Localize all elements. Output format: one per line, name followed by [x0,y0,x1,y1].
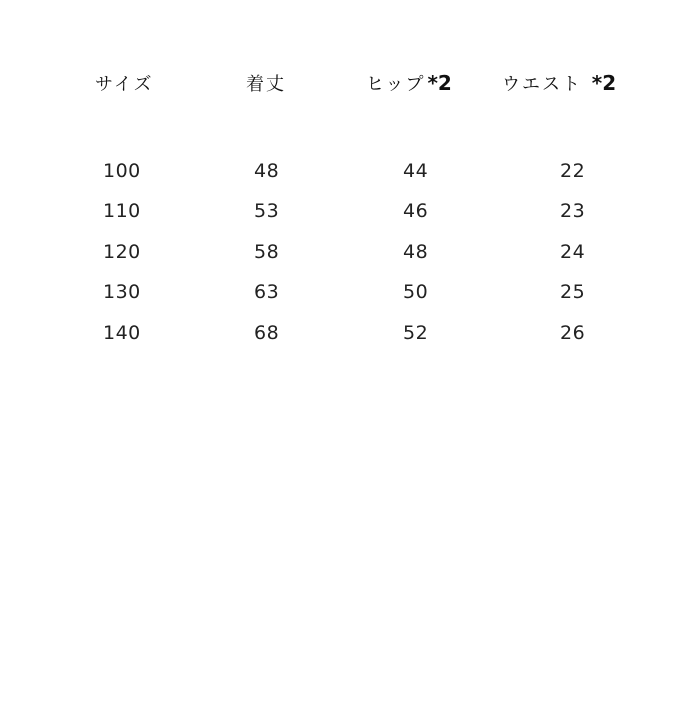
cell-hip: 48 [403,241,429,263]
cell-length: 48 [254,160,280,182]
cell-length: 53 [254,200,280,222]
header-waist-mark: *2 [591,71,617,95]
cell-waist: 25 [560,281,586,303]
header-waist-label: ウエスト [502,74,582,95]
cell-waist: 24 [560,241,586,263]
cell-waist: 26 [560,322,586,344]
cell-size: 120 [103,241,141,263]
header-hip [366,70,452,96]
table-row [0,160,700,190]
cell-hip: 50 [403,281,429,303]
cell-size: 130 [103,281,141,303]
cell-waist: 23 [560,200,586,222]
table-row [0,322,700,352]
header-hip-mark: *2 [427,71,452,95]
header-hip-label: ヒップ [366,74,426,95]
cell-size: 140 [103,322,141,344]
table-row [0,200,700,230]
header-length: 着丈 [246,74,286,95]
cell-size: 100 [103,160,141,182]
cell-hip: 46 [403,200,429,222]
table-row [0,241,700,271]
header-size: サイズ [95,74,154,95]
cell-length: 63 [254,281,280,303]
header-waist [502,70,616,96]
cell-hip: 52 [403,322,429,344]
cell-length: 68 [254,322,280,344]
table-row [0,281,700,311]
cell-length: 58 [254,241,280,263]
cell-hip: 44 [403,160,429,182]
cell-size: 110 [103,200,141,222]
cell-waist: 22 [560,160,586,182]
